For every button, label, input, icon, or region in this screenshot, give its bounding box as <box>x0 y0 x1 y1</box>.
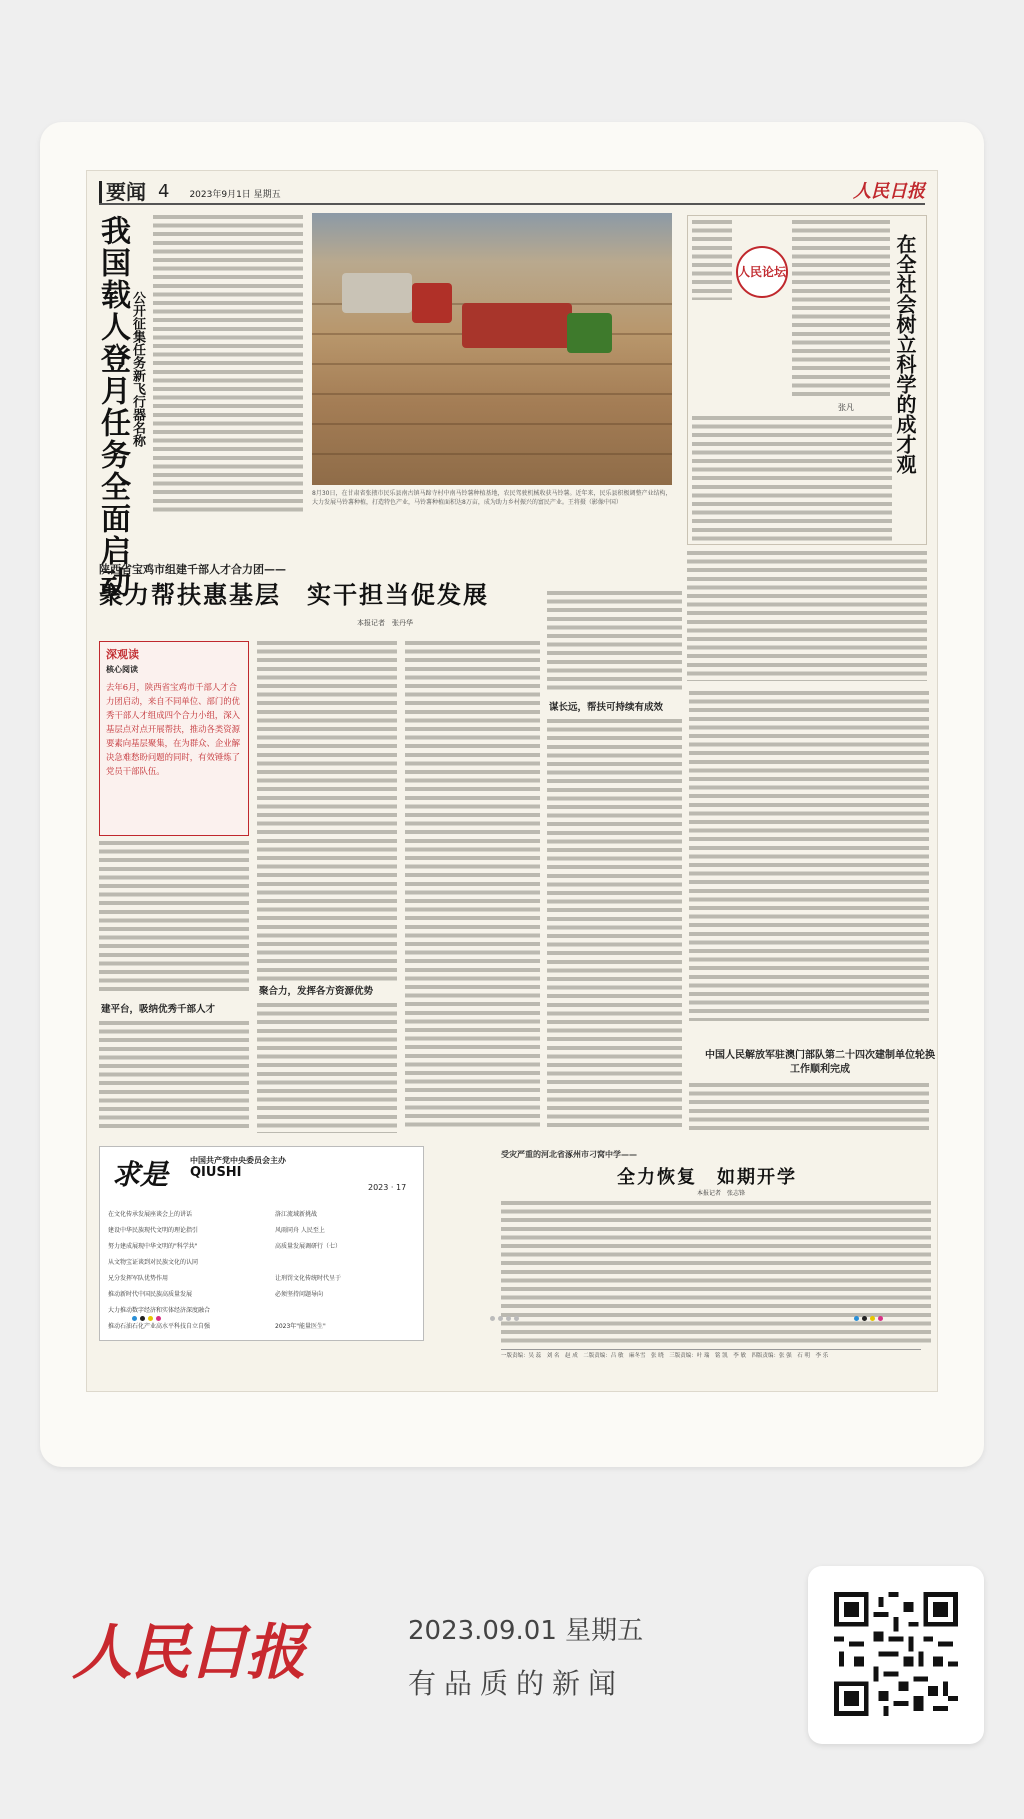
right-column-text <box>689 691 929 1021</box>
qiushi-item: 风雨同舟 人民至上 <box>275 1227 325 1234</box>
qiushi-item: 洛江流域新挑战 <box>275 1211 318 1218</box>
color-dots-center <box>490 1316 519 1321</box>
brand-logo: 人民日报 <box>72 1618 304 1688</box>
core-reading-text: 去年6月，陕西省宝鸡市千部人才合力团启动，来自不同单位、部门的优秀干部人才组成四个合力小组，深入基层点对点开展帮扶，推动各类资源要素向基层聚集，在为群众、企业解决急难愁盼问题的同时，有效锤炼了党员干部队伍。 <box>106 682 240 776</box>
qiushi-item: 推动新时代中国民族高质量发展 <box>108 1291 193 1298</box>
qiushi-name: QIUSHI <box>190 1165 242 1180</box>
feature-col4-text <box>547 591 682 691</box>
flood-kicker: 受灾严重的河北省涿州市刁窝中学—— <box>501 1150 637 1159</box>
feature-kicker: 陕西省宝鸡市组建千部人才合力团—— <box>99 563 286 576</box>
feature-col2-text-2 <box>257 1003 397 1133</box>
photo-caption: 8月30日，在甘肃省张掖市民乐县南古镇马蹄寺村中南马铃薯种植基地，农民驾驶机械收获马铃薯。近年来，民乐县积极调整产业结构，大力发展马铃薯种植，打造特色产业，马铃薯种植面积达8万亩，成为助力乡村振兴的富民产业。王将摄（影像中国） <box>312 490 672 506</box>
editor-credits: 一版责编：吴 蕊 刘 名 赵 成 二版责编：吕 敏 麻冬雪 张 晓 三版责编：叶 瑞 铭 凯 李 敏 四版责编：张 强 石 明 李 乐 <box>501 1349 921 1360</box>
color-dots-left <box>132 1316 161 1321</box>
qr-code-icon <box>834 1592 958 1716</box>
side-news-text <box>689 1083 929 1133</box>
lead-body-text <box>153 215 303 515</box>
page-date: 2023年9月1日 星期五 <box>189 190 281 200</box>
qiushi-publisher: 中国共产党中央委员会主办 <box>190 1156 286 1165</box>
qiushi-item: 在文化传承发展座谈会上的讲话 <box>108 1211 193 1218</box>
harvester-image <box>462 303 572 348</box>
newspaper-card <box>40 122 984 1467</box>
lead-subhead: 公开征集任务新飞行器名称 <box>130 291 145 447</box>
page-header <box>99 179 925 205</box>
editorial-author: 张凡 <box>838 403 854 412</box>
flood-headline[interactable]: 全力恢复 如期开学 <box>617 1167 797 1188</box>
qiushi-item: 大力推动数字经济和实体经济深度融合 <box>108 1307 211 1314</box>
qiushi-issue: 2023 · 17 <box>368 1183 407 1192</box>
trailer-image <box>342 273 412 313</box>
feature-col1-text <box>99 841 249 991</box>
qiushi-item: 推动石油石化产业高水平科技自立自强 <box>108 1323 211 1330</box>
qiushi-item: 必须坚持问题导向 <box>275 1291 324 1298</box>
qiushi-logo: 求是 <box>112 1158 169 1191</box>
qiushi-item: 兄分发挥军队优势作用 <box>108 1275 169 1282</box>
qiushi-item: 从文物宝证谈到对民族文化的认同 <box>108 1259 199 1266</box>
editorial-title[interactable]: 在全社会树立科学的成才观 <box>893 234 917 474</box>
feature-col3-text <box>405 641 540 1131</box>
editorial-box <box>687 215 927 545</box>
side-news-title[interactable]: 中国人民解放军驻澳门部队第二十四次建制单位轮换工作顺利完成 <box>705 1050 935 1075</box>
feature-subhead-2: 聚合力，发挥各方资源优势 <box>259 986 374 997</box>
editorial-text-bottom <box>692 416 892 541</box>
feature-subhead-3: 谋长远，帮扶可持续有成效 <box>549 702 664 713</box>
section-title: 要闻 <box>99 181 146 203</box>
harvest-photo[interactable] <box>312 213 672 485</box>
bottom-date: 2023.09.01 星期五 <box>408 1616 644 1646</box>
deep-read-box <box>99 641 249 836</box>
deep-read-tag: 深观读 <box>106 648 139 661</box>
flood-body-text <box>501 1201 931 1343</box>
green-tractor-image <box>567 313 612 353</box>
people-forum-badge: 人民论坛 <box>736 246 788 298</box>
qiushi-item: 建设中华民族现代文明的理论指引 <box>108 1227 199 1234</box>
flood-author: 本报记者 张志锋 <box>697 1190 746 1197</box>
core-reading-label: 核心阅读 <box>106 664 138 674</box>
color-dots-right <box>854 1316 883 1321</box>
page-number: 4 <box>158 181 170 202</box>
feature-author: 本报记者 张丹华 <box>357 619 413 627</box>
newspaper-page <box>86 170 938 1392</box>
qiushi-item: 让刑罚文化传统时代呈于 <box>275 1275 342 1282</box>
qiushi-item: 2023年"能量医生" <box>275 1323 326 1330</box>
feature-col2-text <box>257 641 397 981</box>
editorial-text-top <box>792 220 890 400</box>
feature-col4-text-2 <box>547 719 682 1131</box>
editorial-continued-text <box>687 551 927 681</box>
qr-card[interactable] <box>808 1566 984 1744</box>
editorial-intro-text <box>692 220 732 300</box>
red-tractor-image <box>412 283 452 323</box>
qiushi-advert[interactable] <box>99 1146 424 1341</box>
header-logo: 人民日报 <box>853 181 925 202</box>
feature-col1-text-2 <box>99 1021 249 1131</box>
feature-subhead-1: 建平台，吸纳优秀千部人才 <box>101 1004 216 1015</box>
feature-headline[interactable]: 聚力帮扶惠基层 实干担当促发展 <box>99 581 489 609</box>
bottom-slogan: 有品质的新闻 <box>408 1667 625 1700</box>
qiushi-item: 努力建成展现中华文明的"科学共" <box>108 1243 198 1250</box>
qiushi-item: 高质量发展调研行（七） <box>275 1243 342 1250</box>
lead-headline[interactable]: 我国载人登月任务全面启动 <box>95 215 130 599</box>
